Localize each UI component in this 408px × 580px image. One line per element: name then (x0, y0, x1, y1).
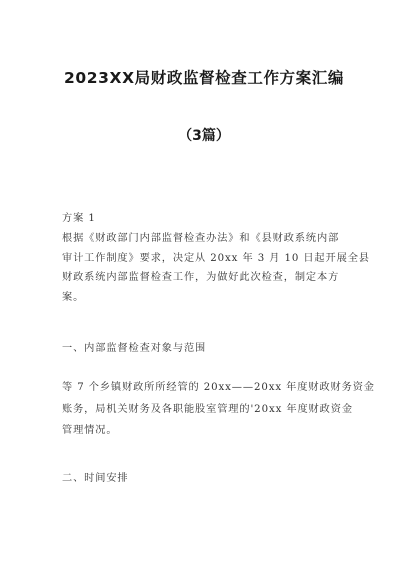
document-subtitle: （3篇） (178, 128, 230, 144)
document-title: 2023XX局财政监督检查工作方案汇编 (64, 69, 344, 87)
text-line: 等 7 个乡镇财政所所经管的 20xx——20xx 年度财政财务资金 (62, 382, 375, 393)
text-line: 账务，局机关财务及各职能股室管理的'20xx 年度财政资金 (62, 403, 353, 415)
heading-text: 二、时间安排 (62, 473, 129, 484)
text-line: 财政系统内部监督检查工作，为做好此次检查，制定本方 (62, 272, 340, 284)
scope-paragraph (62, 377, 375, 442)
text-line: 审计工作制度》要求，决定从 20xx 年 3 月 10 日起开展全县 (62, 252, 370, 264)
text-line: 根据《财政部门内部监督检查办法》和《县财政系统内部 (62, 232, 340, 244)
section-heading-schedule (62, 469, 352, 489)
heading-text: 一、内部监督检查对象与范围 (62, 343, 207, 354)
plan-1-paragraph (62, 209, 370, 308)
text-line: 管理情况。 (62, 425, 118, 436)
text-line: 案。 (62, 292, 85, 304)
plan-1-label: 方案 1 (62, 213, 96, 224)
section-heading-scope (62, 339, 352, 359)
